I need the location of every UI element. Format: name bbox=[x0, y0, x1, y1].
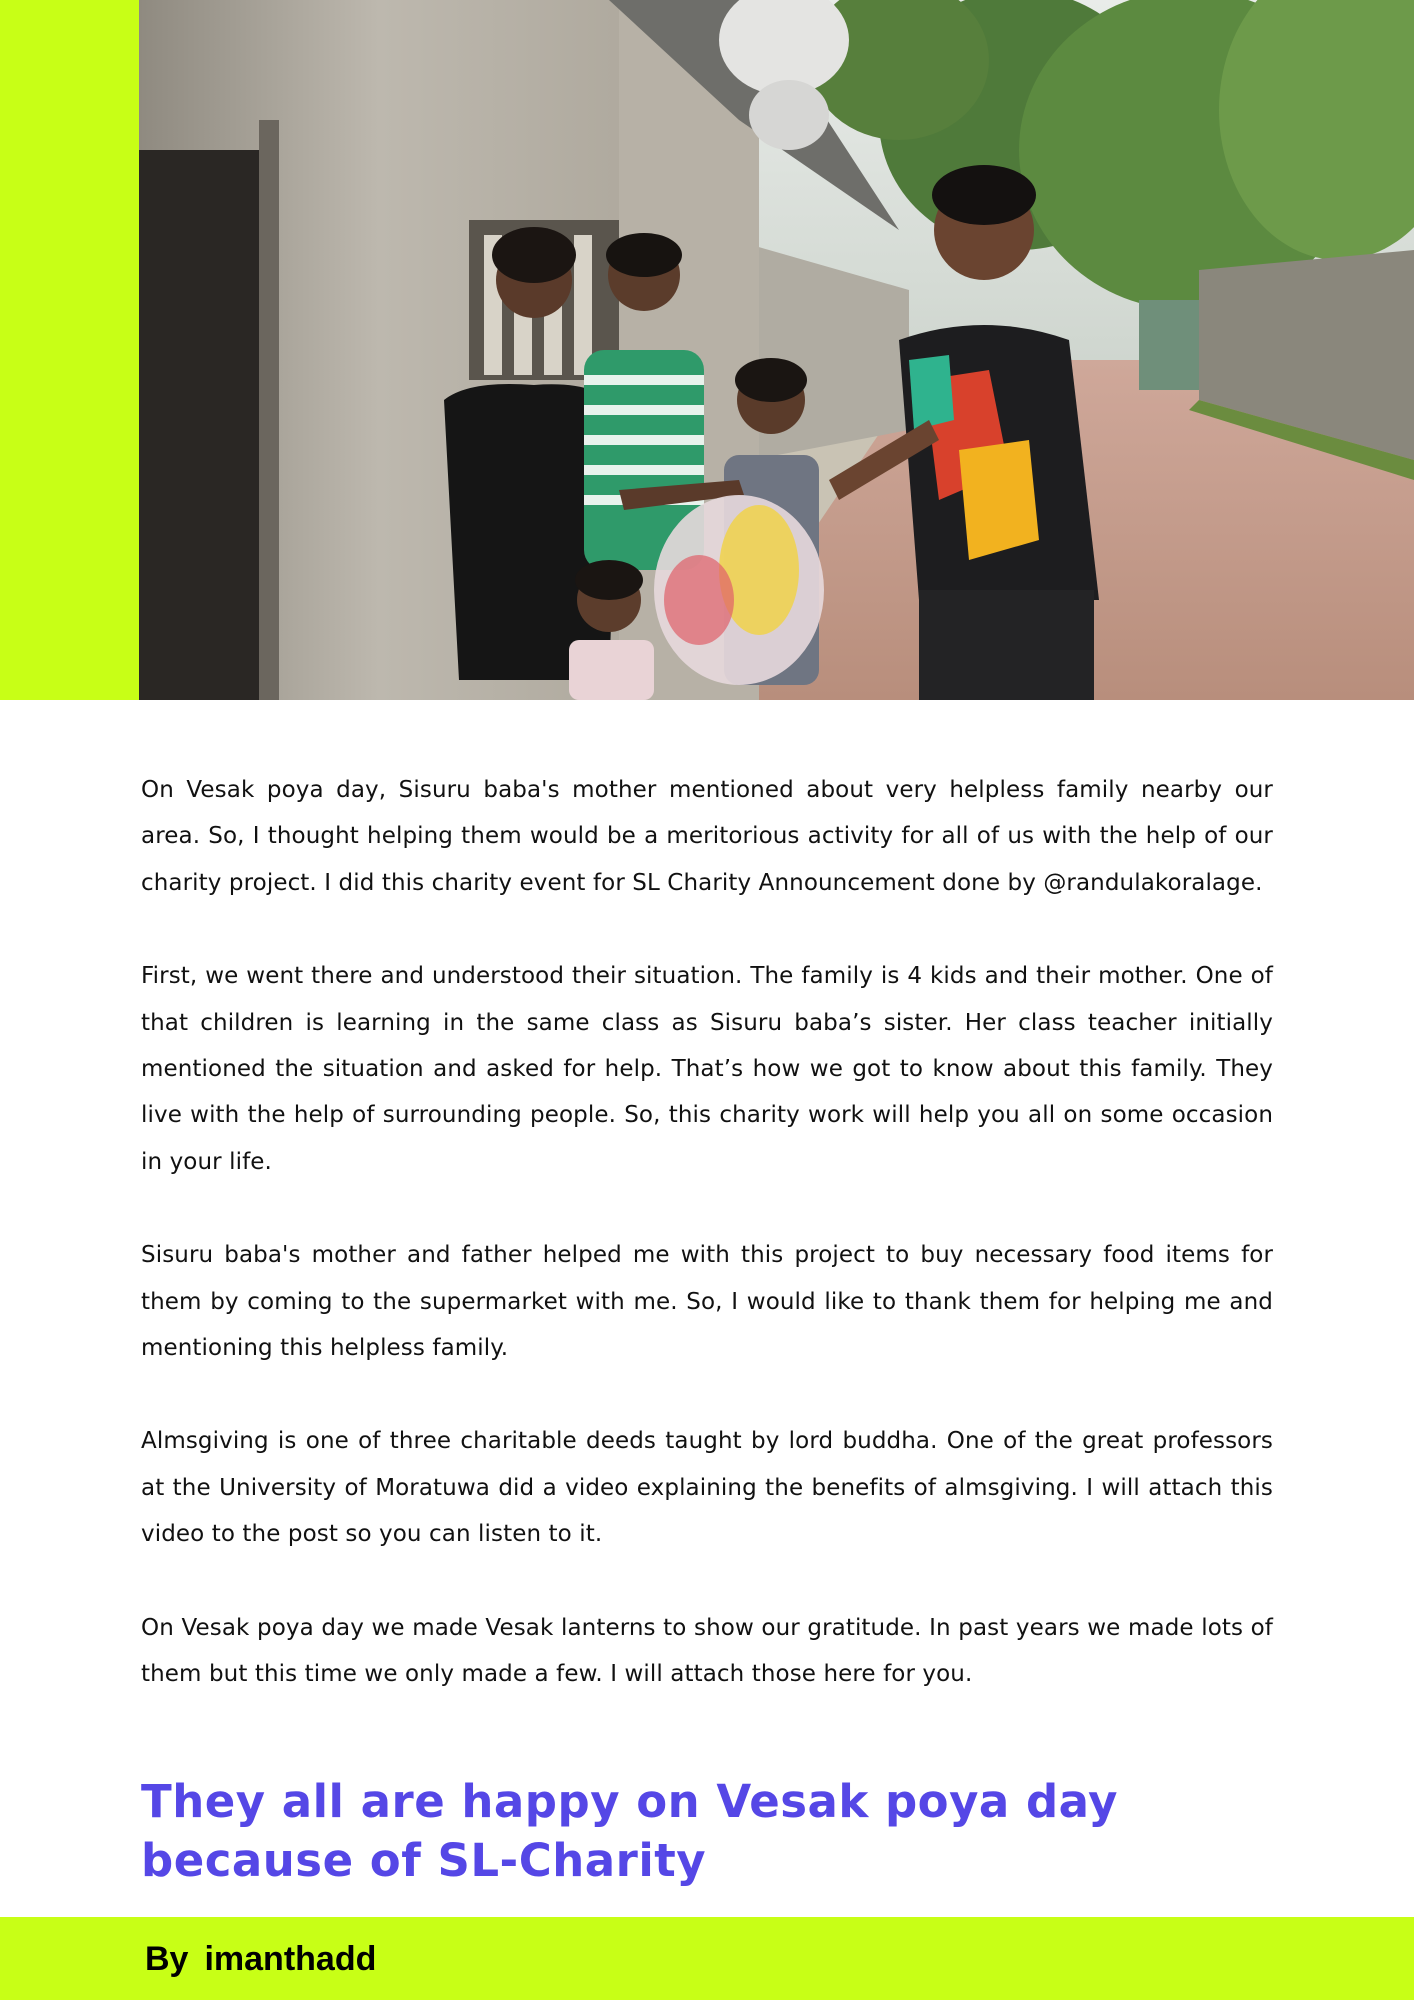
byline-label: By bbox=[145, 1940, 189, 1978]
author-name: imanthadd bbox=[204, 1940, 377, 1978]
author-byline bbox=[145, 1940, 376, 1979]
article-paragraph-1: On Vesak poya day, Sisuru baba's mother mentioned about very helpless family nearby our area. So, I thought helping them would be a meritorious activity for all of us with the help of our charity project. I did this charity event for SL Charity Announcement done by @randulakoralage. bbox=[141, 777, 1273, 896]
article-paragraph-4: Almsgiving is one of three charitable deeds taught by lord buddha. One of the great professors at the University of Moratuwa did a video explaining the benefits of almsgiving. I will attach this video to the post so you can listen to it. bbox=[141, 1428, 1273, 1548]
article-body bbox=[141, 767, 1273, 1745]
article-paragraph-5: On Vesak poya day we made Vesak lanterns to show our gratitude. In past years we made lots of them but this time we only made a few. I will attach those here for you. bbox=[141, 1614, 1273, 1688]
headline-line-2: because of SL-Charity bbox=[141, 1834, 707, 1887]
left-accent-bar bbox=[0, 0, 139, 700]
closing-headline bbox=[141, 1772, 1301, 1890]
hero-photo bbox=[139, 0, 1414, 700]
article-paragraph-2: First, we went there and understood their situation. The family is 4 kids and their mother. One of that children is learning in the same class as Sisuru baba’s sister. Her class teacher initially mentioned the situation and asked for help. That’s how we got to know about this family. They live with the help of surrounding people. So, this charity work will help you all on some occasion in your life. bbox=[141, 963, 1273, 1175]
photo-illustration bbox=[139, 0, 1414, 700]
headline-line-1: They all are happy on Vesak poya day bbox=[141, 1775, 1118, 1828]
article-paragraph-3: Sisuru baba's mother and father helped me with this project to buy necessary food items for them by coming to the supermarket with me. So, I would like to thank them for helping me and mentioning this helpless family. bbox=[141, 1242, 1273, 1362]
